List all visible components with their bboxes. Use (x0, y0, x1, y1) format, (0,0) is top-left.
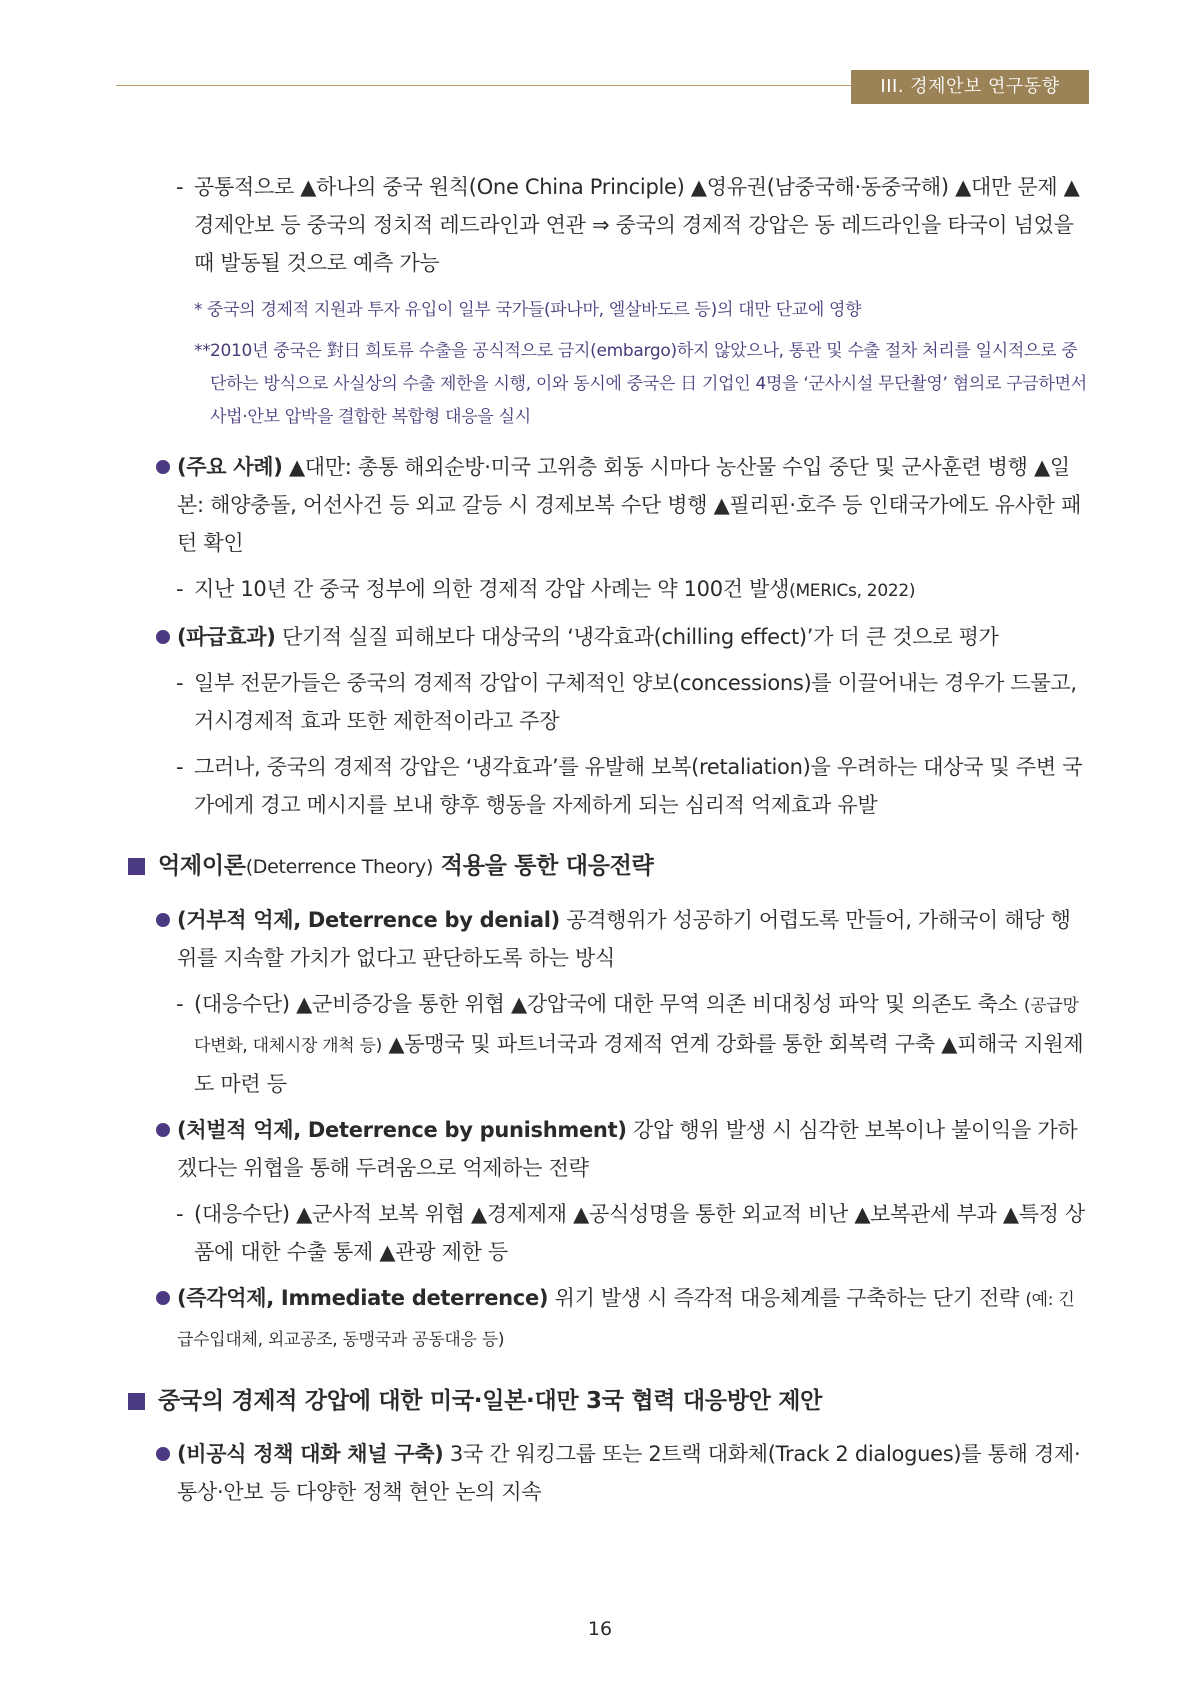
bullet-dot-icon (156, 460, 170, 474)
dash-item (150, 664, 1090, 740)
bullet-note: (예: 긴급수입대체, 외교공조, 동맹국과 공동대응 등) (177, 1290, 1075, 1350)
bullet-text: 3국 간 워킹그룹 또는 2트랙 대화체(Track 2 dialogues)를 통해 경제·통상·안보 등 다양한 정책 현안 논의 지속 (177, 1442, 1081, 1504)
dash-item (150, 1195, 1090, 1271)
dash-text: (대응수단) ▲군비증강을 통한 위협 ▲강압국에 대한 무역 의존 비대칭성 파악 및 의존도 축소 (194, 992, 1018, 1016)
section-heading-a: 억제이론 (158, 853, 246, 879)
header-rule (116, 85, 851, 86)
dash-text: 공통적으로 ▲하나의 중국 원칙(One China Principle) ▲영유권(남중국해·동중국해) ▲대만 문제 ▲경제안보 등 중국의 정치적 레드라인과 연관 ⇒ 중국의 경제적 강압은 동 레드라인을 타국이 넘었을 때 발동될 것으로 예측 가능 (194, 175, 1080, 275)
bullet-lead: (비공식 정책 대화 채널 구축) (177, 1442, 444, 1466)
section-heading (128, 846, 1090, 887)
section-heading (128, 1381, 1090, 1421)
bullet-lead: (거부적 억제, Deterrence by denial) (177, 908, 560, 932)
dash-item (150, 985, 1090, 1103)
bullet-text: ▲대만: 총통 해외순방·미국 고위층 회동 시마다 농산물 수입 중단 및 군사훈련 병행 ▲일본: 해양충돌, 어선사건 등 외교 갈등 시 경제보복 수단 병행 ▲필리핀·호주 등 인태국가에도 유사한 패턴 확인 (177, 455, 1082, 555)
footnote-mark: ** (194, 341, 211, 361)
footnote (150, 294, 1090, 327)
bullet-item (150, 618, 1090, 656)
footnote-text: 2010년 중국은 對日 희토류 수출을 공식적으로 금지(embargo)하지 않았으나, 통관 및 수출 절차 처리를 일시적으로 중단하는 방식으로 사실상의 수출 제한을 시행, 이와 동시에 중국은 日 기업인 4명을 ‘군사시설 무단촬영’ 혐의로 구금하면서 사법·안보 압박을 결합한 복합형 대응을 실시 (210, 341, 1087, 427)
section-heading-b: 적용을 통한 대응전략 (440, 853, 654, 879)
bullet-item (150, 1435, 1090, 1511)
page-number: 16 (587, 1618, 613, 1640)
bullet-lead: (즉각억제, Immediate deterrence) (177, 1286, 549, 1310)
bullet-text: 위기 발생 시 즉각적 대응체계를 구축하는 단기 전략 (554, 1286, 1019, 1310)
section-heading-sub: (Deterrence Theory) (245, 856, 434, 878)
bullet-dot-icon (156, 1447, 170, 1461)
bullet-lead: (주요 사례) (177, 455, 283, 479)
bullet-item (150, 448, 1090, 562)
footnote (150, 335, 1090, 434)
footnote-text: 중국의 경제적 지원과 투자 유입이 일부 국가들(파나마, 엘살바도르 등)의 대만 단교에 영향 (207, 300, 862, 320)
bullet-item (150, 1111, 1090, 1187)
main-content (150, 168, 1090, 1511)
bullet-dot-icon (156, 1123, 170, 1137)
bullet-text: 강압 행위 발생 시 심각한 보복이나 불이익을 가하겠다는 위협을 통해 두려움으로 억제하는 전략 (177, 1118, 1078, 1180)
dash-text: 지난 10년 간 중국 정부에 의한 경제적 강압 사례는 약 100건 발생 (194, 577, 790, 601)
bullet-dot-icon (156, 630, 170, 644)
bullet-lead: (파급효과) (177, 625, 276, 649)
dash-text: 그러나, 중국의 경제적 강압은 ‘냉각효과’를 유발해 보복(retaliation)을 우려하는 대상국 및 주변 국가에게 경고 메시지를 보내 향후 행동을 자제하게 되는 심리적 억제효과 유발 (194, 755, 1083, 817)
dash-text: (대응수단) ▲군사적 보복 위협 ▲경제제재 ▲공식성명을 통한 외교적 비난 ▲보복관세 부과 ▲특정 상품에 대한 수출 통제 ▲관광 제한 등 (194, 1202, 1086, 1264)
dash-text: ▲동맹국 및 파트너국과 경제적 연계 강화를 통한 회복력 구축 ▲피해국 지원제도 마련 등 (194, 1032, 1084, 1096)
bullet-text: 공격행위가 성공하기 어렵도록 만들어, 가해국이 해당 행위를 지속할 가치가 없다고 판단하도록 하는 방식 (177, 908, 1071, 970)
bullet-dot-icon (156, 1291, 170, 1305)
dash-text: 일부 전문가들은 중국의 경제적 강압이 구체적인 양보(concessions)를 이끌어내는 경우가 드물고, 거시경제적 효과 또한 제한적이라고 주장 (194, 671, 1077, 733)
footnote-mark: * (194, 300, 203, 320)
dash-note: (공급망 다변화, 대체시장 개척 등) (194, 996, 1079, 1056)
dash-item (150, 168, 1090, 282)
bullet-text: 단기적 실질 피해보다 대상국의 ‘냉각효과(chilling effect)’가 더 큰 것으로 평가 (281, 625, 999, 649)
section-heading-a: 중국의 경제적 강압에 대한 미국·일본·대만 3국 협력 대응방안 제안 (158, 1388, 823, 1414)
square-bullet-icon (128, 858, 145, 875)
section-tag: III. 경제안보 연구동향 (851, 70, 1089, 104)
bullet-lead: (처벌적 억제, Deterrence by punishment) (177, 1118, 627, 1142)
dash-source: (MERICs, 2022) (789, 581, 916, 601)
bullet-dot-icon (156, 913, 170, 927)
square-bullet-icon (128, 1393, 145, 1410)
bullet-item (150, 901, 1090, 977)
dash-item (150, 748, 1090, 824)
bullet-item (150, 1279, 1090, 1359)
dash-item (150, 570, 1090, 610)
